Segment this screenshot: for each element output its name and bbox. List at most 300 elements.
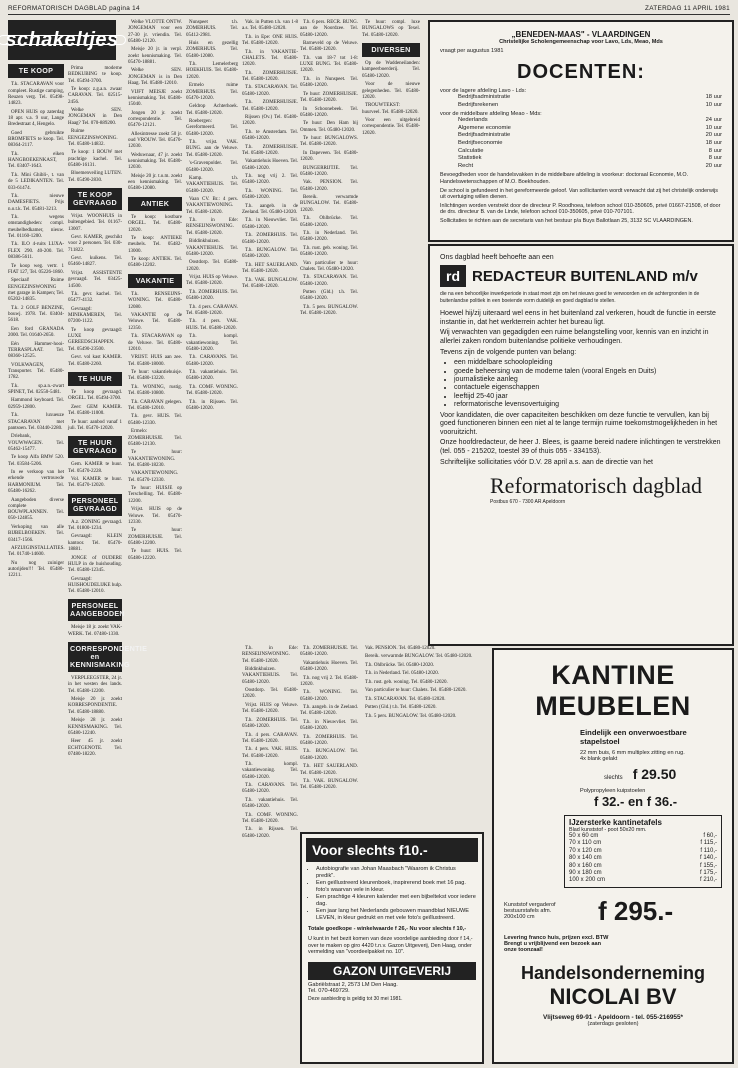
table-size: 80 x 160 cm xyxy=(569,862,602,869)
classified-item: Oostdorp. Tel. 05480-12020. xyxy=(186,260,238,272)
classified-item: T.h. BUNGALOW. Tel. 05480-12020. xyxy=(300,749,358,761)
ad-kantine-lev1: Levering franco huis, prijzen excl. BTW xyxy=(504,934,609,941)
table-price-row xyxy=(569,870,717,877)
classified-item: T.h. HET SAUERLAND. Tel. 05480-12020. xyxy=(242,262,298,275)
classified-item: T.k. STACARAVAN op de Veluwe. Tel. 05480-12010. xyxy=(128,334,182,352)
classified-item: T.h. vakantiehuis. Tel. 05480-12020. xyxy=(242,797,298,810)
classified-item: Meisje 20 jr. zoekt KORRESPONDENTIE. Tel. 05480-18880. xyxy=(68,697,122,715)
table-size: 100 x 200 cm xyxy=(569,877,606,884)
list-item: • leeftijd 25-40 jaar xyxy=(454,393,722,401)
classified-item: Te koop gevraagd. ORGEL. Tel. 05494-3700. xyxy=(68,390,122,402)
subject-name: Bedrijfsadministratie xyxy=(458,132,511,139)
classified-item: Speciaal! Ruime EENGEZINSWONING met garage in Kampen; Tel. 05202-14835. xyxy=(8,278,64,303)
table-price-row xyxy=(569,848,717,855)
subject-hours: 10 uur xyxy=(705,124,722,131)
ad-kantine-kunst1: Kunststof vergaderof xyxy=(504,902,556,909)
subject-name: Statistiek xyxy=(458,155,482,162)
classified-item: Allesintresse zoekt 50 jr. oud VROUW. Tel. 05470-12030. xyxy=(128,131,182,150)
column-6-bottom xyxy=(300,646,358,830)
ad-kantine-spec1: 22 mm buis, 6 mm multiplex zitting en rug. xyxy=(580,750,685,756)
classified-item: T.h. ZOMERHUIS. Tel. 05480-12020. xyxy=(242,717,298,730)
classified-item: Te huur: ZOMERHUISJE. Tel. 05480-12200. xyxy=(128,528,182,546)
classified-item: Te huur: aanbod vanaf 1 juli. Tel. 05470-12020. xyxy=(68,419,122,431)
subject-hours: 10 uur xyxy=(705,101,722,108)
classified-item: T.h. in Ede: RENSEIJNSWONING. Tel. 05480-12020. xyxy=(186,218,238,236)
classified-item: Te huur: HUIS. Tel. 05480-12220. xyxy=(128,549,182,561)
subject-row xyxy=(430,148,732,156)
classified-item: Jongen 20 jr. zoekt correspondentie. Tel. 05470-12121. xyxy=(128,110,182,129)
classified-item: T.h. 4 pers. CARAVAN. Tel. 05480-12020. xyxy=(242,732,298,744)
classified-item: Aangeboden diverse complete BOUWPLANNEN. Tel. 050-124855. xyxy=(8,497,64,522)
classified-item: In ee verkoop van het erkende vertrouwde HARMONIUM. Tel. 05480-16262. xyxy=(8,470,64,495)
classified-item: Voor de nieuwe gelegenheden. Tel. 05480-12020. xyxy=(362,82,420,100)
ad-slechts-title: Voor slechts f10.- xyxy=(306,838,478,862)
ad-redacteur-p6: Onze hoofdredacteur, de heer J. Blees, is gaarne bereid nadere inlichtingen te verstrekken (tel. 055 - 215202, toestel 39 of thuis 055 - 334153). xyxy=(440,439,721,455)
ad-docenten-title: DOCENTEN: xyxy=(517,61,645,83)
classified-item: T.h. ZOMERHUISJE. Tel. 05480-12020. xyxy=(242,100,298,112)
classified-item: T.k. wegens omstandigheden: compl. meubelbedkamer, nieuw. Tel. 01160-1200. xyxy=(8,215,64,239)
classified-item: Vrijst. HUIS op Veluwe. Tel. 05480-12020. xyxy=(186,275,238,287)
section-antiek: ANTIEK xyxy=(128,197,182,211)
classified-item: Gevraagd: KLEIN kantoor. Tel. 05470-18881. xyxy=(68,534,122,553)
table-size: 90 x 180 cm xyxy=(569,870,602,877)
section-personeel-gevraagd: PERSONEEL GEVRAAGD xyxy=(68,494,122,516)
ad-redacteur-name: Reformatorisch dagblad xyxy=(490,473,702,499)
subject-row xyxy=(430,125,732,133)
list-item: • reformatorische levensovertuiging xyxy=(454,401,722,409)
classified-item: Te koop: ANTIEK. Tel. 05480-12202. xyxy=(128,257,182,269)
subject-row xyxy=(430,163,732,171)
classified-item: Vrijst. ASSISTENTE gevraagd. Tel. 03425-14500. xyxy=(68,270,122,289)
classified-item: Bloemenveiling LUTEN. Tel. 05490-2830. xyxy=(68,171,122,183)
classified-item: BUNGERRIJTJE. Tel. 05480-12020. xyxy=(300,165,358,177)
classified-item: Te huur: vakantiehuisje. Tel. 05480-13220. xyxy=(128,370,182,382)
classified-item: Voor een uitgebreid correspondentie. Tel. 05480-12020. xyxy=(362,118,420,136)
classified-item: T.h. in Epe: ONE HUIS. Tel. 05480-12020. xyxy=(242,34,298,47)
classified-item: T.h. ZOMERHUISJE. Tel. 05480-12020. xyxy=(242,144,298,156)
classified-item: T.h. rust. geb. woning. Tel. 05480-12020. xyxy=(300,245,358,258)
classified-item: Zeer: GEM KAMER. Tel. 05480-11000. xyxy=(68,404,122,417)
classified-item: T.h. STACARAVAN. Tel. 05480-12020. xyxy=(242,85,298,97)
table-price-row xyxy=(569,833,717,840)
table-size: 70 x 120 cm xyxy=(569,847,602,854)
classified-item: T.k. gevr. kachel. Tel. 05477-4132. xyxy=(68,292,122,304)
list-item: • Een prachtige 4 kleuren kalender met een bijbeltekst voor iedere dag. xyxy=(316,894,476,908)
table-price: f 140,- xyxy=(699,855,717,862)
classified-item: Vak. PENSION. Tel. 05480-12020. xyxy=(300,180,358,192)
classified-item: Biddinkhuizen. VAKANTIEHUIS. Tel. 05480-12020. xyxy=(186,239,238,257)
ad-redacteur-p7: Schriftelijke sollicitaties vóór D.V. 28 april a.s. aan de directie van het xyxy=(440,458,653,466)
classified-item: Te huur: Den Ham bij Ommen. Tel. 05480-12020. xyxy=(300,121,358,133)
ad-kantine-spec2: 4x blank gelakt xyxy=(580,756,618,762)
subject-name: Bedrijfsrekenen xyxy=(458,101,499,108)
classified-item: T.h. ZOMERHUIS. Tel. 05480-12020. xyxy=(300,734,358,746)
table-price: f 60,- xyxy=(703,833,717,839)
classified-item: T.k. Mini Ghibli-, t. van de 5 LEDIKANTEN. Tel. 033-61474. xyxy=(8,172,64,191)
header-right: ZATERDAG 11 APRIL 1981 xyxy=(645,5,730,12)
classified-item: Ermelo: ZOMERHUISJE. Tel. 05480-12130. xyxy=(128,429,182,447)
ad-kantine-note: (zaterdags gesloten) xyxy=(587,1020,639,1027)
classified-item: AFZUIGINSTALLATIES. Tel. 01740-14600. xyxy=(8,546,65,558)
classified-item: Een ford GRANADA 2000. Tel. 01640-2650. xyxy=(8,326,64,339)
section-te-huur-gevraagd: TE HUUR GEVRAAGD xyxy=(68,436,122,458)
classified-item: VERPLEEGSTER, 24 jr. in het westen des lands. Tel. 05480-12200. xyxy=(68,676,122,694)
classified-item: T.h. ZOMERHUISJE. Tel. 05480-12020. xyxy=(300,646,358,658)
table-price-row xyxy=(569,877,717,884)
classified-item: Te huur: HUISJE op Terschelling. Tel. 05480-12200. xyxy=(128,486,182,504)
section-te-koop-gevraagd: TE KOOP GEVRAAGD xyxy=(68,188,122,210)
classified-item: T.h. aangeb. in de Zeeland. Tel. 05480-12020. xyxy=(242,203,298,215)
classified-item: T.k. ILO 4-ruits LUXA-FLEX 290. 40-200. Tel. 08386-5611. xyxy=(8,242,64,261)
section-personeel-aangeboden: PERSONEEL AANGEBODEN xyxy=(68,599,122,621)
classified-item: T.h. ZOMERHUISJE. Tel. 05480-12020. xyxy=(242,70,298,82)
table-price: f 210,- xyxy=(699,877,717,884)
column-3 xyxy=(128,20,182,1060)
classified-item: Op de Waddeneilanden: kampeerboerderij. Tel. 05480-12020. xyxy=(362,61,420,79)
column-6 xyxy=(300,20,358,640)
classified-item: T.h. COMF. WONING. Tel. 05480-12020. xyxy=(242,812,298,824)
classified-item: Meisje 28 jr. zoekt KENNISMAKING. Tel. 05480-12240. xyxy=(68,718,122,736)
classified-item: T.h. ZOMERHUIS. Tel. 05480-12020. xyxy=(242,233,298,245)
classified-item: Rijssen (Ov.) Tel. 05480-12020. xyxy=(242,114,298,127)
subject-name: Nederlands xyxy=(458,117,488,124)
table-price: f 175,- xyxy=(699,870,717,877)
subject-row xyxy=(430,140,732,148)
ad-kantine-poly: Polypropyleen kuipstoelen xyxy=(580,788,646,794)
subject-row xyxy=(430,102,732,110)
ad-docenten-org: „BENEDEN-MAAS" - VLAARDINGEN xyxy=(511,30,651,39)
classified-item: Te koop: 1 BOUW met prachtige kachel. Tel. 05480-16131. xyxy=(68,150,122,168)
classified-item: Ruime EENGEZINSWONING. Tel. 05480-14832. xyxy=(68,129,118,147)
section-te-huur: TE HUUR xyxy=(68,372,122,386)
ad-docenten-p1: Bevoegdheden voor de handelsvakken in de middelbare afdeling is voorkeur: doctoraal Economie, M.O. Handelswetenschappen of M.O. Boekhouden. xyxy=(440,172,689,185)
classified-item: Vol. KAMER te huur. Tel. 05470-12020. xyxy=(68,477,122,489)
subject-name: Bedrijfsadministratie xyxy=(458,94,511,100)
ad-redacteur-title: REDACTEUR BUITENLAND m/v xyxy=(472,267,698,285)
classified-item: Nunspeet t.h. ZOMERHUIS. Tel. 05412-2981. xyxy=(186,20,238,38)
subject-hours: 18 uur xyxy=(705,94,722,100)
classified-item: T.h. WONING. Tel. 05480-12020. xyxy=(242,188,298,201)
ad-kantine-kunst2: bestuurstafels afm. xyxy=(504,908,552,915)
classified-item: Gevraagd: MINIKAMEREN, Tel. 07200-1122. xyxy=(68,306,122,325)
column-7-bottom xyxy=(362,646,480,830)
classified-item: Huis en gezellig ZOMERHUIS. Tel. 05480-12080. xyxy=(186,41,238,59)
ad-slechts-brand: GAZON UITGEVERIJ xyxy=(308,962,476,980)
table-price: f 155,- xyxy=(699,862,717,869)
table-price-row xyxy=(569,855,717,862)
classified-item: Biddinkhuizen. VAKANTIEHUIS. Tel. 05480-12020. xyxy=(242,667,298,685)
classified-item: Vrijst. HUIS op Veluwe. Tel. 05480-12020. xyxy=(242,702,298,715)
table-size: 50 x 60 cm xyxy=(569,833,599,839)
ad-docenten-p4: Sollicitaties te richten aan de secretaris van het bestuur p/a Buys Ballotlaan 25, 3132 SC VLAARDINGEN. xyxy=(440,217,693,224)
list-item: • Een geïllustreerd kleurenboek, inspirerend boek met 16 pag. foto's waarvan vele in kleur. xyxy=(316,880,476,894)
column-4 xyxy=(186,20,238,1060)
classified-item: T.h. in Nieuwvliet. Tel. 05480-12020. xyxy=(300,719,358,732)
header-left: REFORMATORISCH DAGBLAD pagina 14 xyxy=(8,5,140,12)
classified-item: VAKANTIE op de Veluwe. Tel. 05480-12350. xyxy=(128,313,182,331)
classified-item: Van particulier te huur: Chalets. Tel. 05480-12020. xyxy=(365,688,467,694)
subject-row xyxy=(430,155,732,163)
ad-kantine-kunst3: 200x100 cm xyxy=(504,914,535,921)
classified-item: T.h. vrijst. VAK. BUNG. aan de Veluwe. Tel. 05480-12020. xyxy=(186,140,238,158)
classified-item: Roebergen: Gereformeerd. Tel. 05480-12020. xyxy=(186,119,238,137)
classified-item: Welke SEN. JONGEMAN is in Den Haag. Tel. 05480-12010. xyxy=(128,68,182,87)
section-vakantie: VAKANTIE xyxy=(128,274,182,288)
classified-item: T.h. Ohlbrücke. Tel. 05480-12020. xyxy=(300,216,358,228)
classified-item: T.h. kompl. vakantiewoning. Tel. 05480-12020. xyxy=(242,762,298,780)
classified-item: Kamp. t.h. VAKANTIEHUIS. Tel. 05480-12020. xyxy=(186,176,238,194)
classified-item: Barneveld op de Veluwe. Tel. 05480-12020. xyxy=(300,41,358,53)
classified-item: Ermelo ruime ZOMERHUIS. Tel. 05470-12020. xyxy=(186,83,238,101)
rd-logo-icon: rd xyxy=(440,265,466,287)
subject-name: Bedrijfseconomie xyxy=(458,139,503,146)
classified-item: Oostdorp. Tel. 05480-12020. xyxy=(242,688,298,700)
subject-row xyxy=(430,94,732,102)
ad-kantine-tables-title: IJzersterke kantinetafels xyxy=(569,818,662,827)
ad-kantine-tables-sub: Blad kunststof - poot 50x20 mm. xyxy=(569,827,647,833)
ad-slechts xyxy=(300,832,484,1064)
classified-item: T.h. 4 pers. VAK. HUIS. Tel. 05480-12020. xyxy=(186,319,238,331)
ad-docenten-intro: vraagt per augustus 1981 xyxy=(440,48,504,54)
table-size: 70 x 110 cm xyxy=(569,840,602,847)
classified-item: T.h. nog vrij 2. Tel. 05480-12020. xyxy=(300,675,358,687)
ad-kantine-sub2: stapelstoel xyxy=(580,737,620,746)
classified-item: T.h. rust. geb. woning. Tel. 05480-12020. xyxy=(365,679,448,685)
classified-item: Goed gebruikte BROMFIETS te koop. Tel. 08364-2117. xyxy=(8,130,64,149)
classified-item: T.h. in Nederland. Tel. 05480-12020. xyxy=(300,231,358,243)
ad-kantine-name1: Handelsonderneming xyxy=(520,962,706,983)
classified-item: VOLKWAGEN, Transporter. Tel. 05480-1782. xyxy=(8,362,64,381)
classified-item: T.h. aangeb. in de Zeeland. Tel. 05480-12020. xyxy=(300,705,358,717)
classified-item: Te huur: VAKANTIEWONING. Tel. 05480-18230. xyxy=(128,450,182,468)
classified-item: Driebank, VOUWWAGEN. Tel. 05462-15477. xyxy=(8,434,64,452)
column-5 xyxy=(242,20,298,640)
classified-item: T.h. kompl. vakantiewoning. Tel. 05480-12020. xyxy=(186,334,238,352)
ad-docenten xyxy=(428,20,734,242)
ad-docenten-sub: Christelijke Scholengemeenschap voor Lavo, Lds, Meao, Mds xyxy=(499,39,663,45)
ad-slechts-note: Deze aanbieding is geldig tot 30 mei 1981. xyxy=(308,995,403,1002)
classified-item: T.k. luxueuze STACARAVAN met pantsoen. Tel. 03440-2280. xyxy=(8,413,64,431)
classified-item: T.k. sp.a.n.-zwart SPINET, Tel. 02550-5481. xyxy=(8,383,64,395)
classified-item: T.k. gevr. HUIS. Tel. 05480-12330. xyxy=(128,414,182,426)
ad-redacteur xyxy=(428,244,734,646)
classified-item: T.h. in Rijssen. Tel. 05480-12020. xyxy=(186,399,238,411)
classified-item: In Dapeveen. Tel. 05480-12020. xyxy=(300,150,358,163)
classified-item: T.h. HET SAUERLAND. Tel. 05480-12020. xyxy=(300,764,358,776)
classified-item: T.h. 5 pers. BUNGALOW. Tel. 05480-12020. xyxy=(365,713,457,719)
ad-kantine-price2: f 32.- en f 36.- xyxy=(594,794,678,809)
list-item: • Autobiografie van Johan Maasbach "Waarom ik Christus predik". xyxy=(316,866,476,880)
ad-slechts-tel: Tel. 070-469729. xyxy=(308,987,350,994)
classified-item: T.h. 6 pers. RECR. BUNG. aan de Noordzee. Tel. 05480-12020. xyxy=(300,20,358,38)
ad-kantine-sub1: Eindelijk een onverwoestbare xyxy=(580,728,687,737)
classified-item: T.h. WONING. Tel. 05480-12020. xyxy=(300,690,358,702)
classified-item: VAKANTIEWONING. Tel. 05470-12330. xyxy=(128,471,179,483)
classified-item: VIJFT MEISJE zoekt kennismaking. Tel. 05480-15040. xyxy=(128,89,182,108)
classified-item: T.h. STACARAVAN. Tel. 05480-12020. xyxy=(365,696,446,702)
classified-item: T.h. VAK. BUNGALOW. Tel. 05480-12020. xyxy=(300,779,358,791)
classified-item: Hammond keyboard. Tel. 02959-12800. xyxy=(8,398,64,410)
classified-item: Vakantiehuis Hoeven. Tel. 05480-12020. xyxy=(300,660,358,673)
ad-docenten-lead1: voor de lagere afdeling Lavo - Lds: xyxy=(440,88,527,94)
classified-item: Vak. PENSION. Tel. 05480-12020. xyxy=(365,646,436,651)
table-price: f 110,- xyxy=(700,847,717,854)
table-price-row xyxy=(569,840,717,847)
ad-redacteur-top: Ons dagblad heeft behoefte aan een xyxy=(440,254,554,261)
classified-item: 's-Gravenpolder. Tel. 05480-12020. xyxy=(186,161,238,173)
classified-item: T.h. Ohlbrücke. Tel. 05480-12020. xyxy=(365,662,435,668)
ad-redacteur-cond: Tevens zijn de volgende punten van belang: xyxy=(440,348,577,356)
classified-item: T.h. van 18-7 tot 1-8: LUXE BUNG. Tel. 05480-12020. xyxy=(300,55,358,74)
ad-redacteur-desc: die na een behoorlijke inwerkperiode in staat moet zijn om het nieuws goed te verwoorden en de achtergronden in de buitenlandse politiek in een boeiende vorm duidelijk en goed dagblad te stellen. xyxy=(440,291,700,304)
column-2 xyxy=(68,66,148,1060)
classified-item: Gevr. KAMER, geschikt voor 2 personen. Tel. 030-711822. xyxy=(68,235,122,253)
list-item: • goede beheersing van de moderne talen (vooral Engels en Duits) xyxy=(454,368,722,376)
classified-item: In Schoonebeek. Tel. 05480-12020. xyxy=(300,106,358,118)
column-7 xyxy=(362,20,420,640)
classified-item: TROUWTEKST: huurveel. Tel. 05480-12020. xyxy=(362,103,419,115)
classified-item: Vak. in Putten t.h. van 1-8 a.s. Tel. 05480-12020. xyxy=(242,20,298,32)
classified-item: Weduwnaar, 47 jr. zoekt kennismaking. Tel. 05480-12030. xyxy=(128,152,182,171)
ad-redacteur-p5: Voor kandidaten, die over capaciteiten beschikken om deze functie te vervullen, kan bij goed functioneren binnen een niet al te lange termijn ruime toekomstmogelijkheden in het vooruitzicht. xyxy=(440,411,718,436)
ad-docenten-p3: Inlichtingen worden verstrekt door de directeur P. Roodhoea, telefoon school 010-350605, privé 01667-21508, of door de drs. directeur B. van de Linde, telefoon school 010-350605, privé 010-707101. xyxy=(440,202,721,216)
classified-item: Te huur: BUNGALOWS. Tel. 05480-12020. xyxy=(300,136,358,148)
subject-name: Calculatie xyxy=(458,147,484,154)
classified-item: T.h. vakantiehuis. Tel. 05480-12020. xyxy=(186,370,238,382)
ad-slechts-addr: Gabriëlstraat 2, 2573 LM Den Haag. xyxy=(308,981,398,988)
classified-item: VRIJST. HUIS aan zee. Tel. 05480-18000. xyxy=(128,355,182,367)
ad-kantine-title: KANTINE MEUBELEN xyxy=(535,660,691,721)
classified-item: T.h. Lemelerberg HOEKHUIS. Tel. 05480-12020. xyxy=(186,62,238,80)
classified-item: T.h. in VAKANTIE-CHALETS. Tel. 05480-12020. xyxy=(242,49,298,68)
subject-row xyxy=(430,117,732,125)
classified-item: Te koop weg. vertr. 1 FIAT 127, Tel. 05226-1860. xyxy=(8,263,64,275)
classified-item: Te huur: ZOMERHUISJE. Tel. 05480-12020. xyxy=(300,91,358,104)
classified-item: Gevr. vol kast KAMER. Tel. 05480-2260. xyxy=(68,355,122,367)
classified-item: Meisje 18 jr. zoekt VAK-WERK. Tel. 07480-1330. xyxy=(68,625,122,637)
classified-item: T.h. in Nederland. Tel. 05480-12020. xyxy=(365,671,440,677)
classified-item: T.h. ZOMERHUIS. Tel. 05480-12020. xyxy=(186,289,238,302)
subject-hours: 8 uur xyxy=(708,155,722,162)
ad-kantine-lev2: Brengt u vrijblijvend een bezoek aan onze toonzaal! xyxy=(504,940,601,953)
classified-item: Te koop Alfa BMW 520. Tel. 03584-5206. xyxy=(8,455,64,467)
list-item: • contactuele eigenschappen xyxy=(454,384,722,392)
classified-item: Heer 45 jr. zoekt ECHTGENOTE. Tel. 07480-18220. xyxy=(68,739,122,757)
subject-hours: 8 uur xyxy=(708,147,722,154)
classified-item: Te koop: ANTIEKE meubels. Tel. 05482-13000. xyxy=(128,236,182,254)
classified-item: Eén Hammer-hooi-TERRASPLAAT. Tel. 08360-12525. xyxy=(8,341,64,360)
classified-item: Te koop: kostbare ORGEL. Tel. 05480-12020. xyxy=(128,215,182,233)
classified-item: Putten (Gld.) t.h. Tel. 05480-12020. xyxy=(365,705,437,711)
ad-kantine-bigprice: f 295.- xyxy=(598,895,674,926)
classified-item: Meisje 20 jr. t.o.m. zoekt een kennismaking. Tel. 05480-12080. xyxy=(128,173,182,192)
classified-item: T.k. CARAVAN gelegen. Tel. 05480-12010. xyxy=(128,399,182,411)
classified-item: T.h. nog vrij 2. Tel. 05480-12020. xyxy=(242,174,298,186)
classified-item: T.h. in Nieuwvliet. Tel. 05480-12020. xyxy=(242,218,298,230)
table-price: f 115,- xyxy=(700,840,717,847)
classified-item: Gevr. kuikens. Tel. 05460-14827. xyxy=(68,256,122,268)
column-5-bottom xyxy=(242,646,298,1060)
ad-slechts-cta: U kunt in het bezit komen van deze voordelige aanbieding door f 14,- over te maken op giro 4420 t.n.v. Gazon Uitgeverij, Den Haag, onder vermelding van "voordeelpakket no. 10". xyxy=(308,936,473,956)
list-item: • journalistieke aanleg xyxy=(454,376,722,384)
ad-slechts-tot: Totale goedkope - winkelwaarde f 26,- Nu voor slechts f 10,- xyxy=(308,926,467,932)
classified-item: Meisje 20 jr. in verpl. zoekt kennismaking. Tel. 05470-18881. xyxy=(128,47,182,65)
classified-item: Vrijst. WOONHUIS in buitengebied. Tel. 01167-13007. xyxy=(68,213,122,232)
subject-hours: 20 uur xyxy=(705,162,722,169)
classified-item: T.h. 5 pers. BUNGALOW. Tel. 05480-12020. xyxy=(300,304,358,317)
classified-item: T.h. in Ede: RENSEIJNSWONING. Tel. 05480-12020. xyxy=(242,646,298,664)
classified-item: Welke SEN. JONGEMAN in Den Haag? Tel. 070-889200. xyxy=(68,108,122,126)
page-header xyxy=(8,4,730,15)
classified-item: T.h. CARAVANS. Tel. 05480-12020. xyxy=(186,355,238,367)
ad-redacteur-addr: Postbus 670 - 7300 AR Apeldoorn xyxy=(490,499,566,506)
classified-item: Te huur: compl. luxe BUNGALOWS op Texel. Tel. 05480-12020. xyxy=(362,20,420,38)
subject-name: Algemene economie xyxy=(458,124,511,131)
classified-item: T.h. CARAVANS. Tel. 05480-12020. xyxy=(242,783,298,795)
classified-item: T.h. STACARAVAN. Tel. 05480-12020. xyxy=(300,275,358,287)
classified-item: Te koop gevraagd: LUXE GEREEDSCHAPPEN. Tel. 05490-23500. xyxy=(68,327,122,352)
classified-item: Vaan CV. Br.: 4 pers. VAKANTIEWONING. Tel. 05480-12020. xyxy=(186,197,238,215)
section-correspondentie: CORRESPONDENTIE en KENNISMAKING xyxy=(68,642,122,672)
classified-item: T.h. in Rijssen. Tel. 05480-12020. xyxy=(242,827,298,839)
ad-kantine-slechts: slechts xyxy=(604,775,623,781)
subject-row xyxy=(430,132,732,140)
classified-item: T.h. te Amsterdam. Tel. 05480-12020. xyxy=(242,129,298,142)
classified-item: T.k. RENSEIJNS-WONING. Tel. 05480-12080. xyxy=(128,292,182,310)
classified-item: T.k. 2 GOLF BENZINE, bouwj. 1978. Tel. 03404-5618. xyxy=(8,305,64,324)
classified-item: Welke VLOTTE ONTW. JONGEMAN voor een 27-30 jr. vriendin. Tel. 05480-12120. xyxy=(128,20,182,44)
classified-item: Vrijst. HUIS op de Veluwe. Tel. 05470-12330. xyxy=(128,507,182,525)
classified-item: T.k. STACARAVAN voor compleet. Rustige camping, Reuzen verg. Tel. 05498-14823. xyxy=(8,82,64,107)
classified-item: T.h. VAK. BUNGALOW. Tel. 05480-12020. xyxy=(242,277,298,289)
classified-item: T.k. nieuwe DAMESFIETS. Prijs n.o.t.k. Tel. 05481-3213. xyxy=(8,193,64,212)
classified-item: T.k. eiken HANGBOEKENKAST, Tel. 03407-1643. xyxy=(8,151,64,170)
classified-item: T.h. BUNGALOW. Tel. 05480-12020. xyxy=(242,248,298,260)
list-item: • een middelbare schoolopleiding xyxy=(454,359,722,367)
classified-item: T.h. 4 pers. CARAVAN. Tel. 05480-12020. xyxy=(186,304,238,316)
schakeltjes-logo: schakeltjes xyxy=(8,20,116,60)
classified-item: Verkoping van alle BIJBELBOEKEN. Tel. 03417-1566. xyxy=(8,524,64,543)
classified-item: OPEN HUIS op zaterdag 18 apr. v.a. 9 uur, Lange Bredestraat 4, Hengelo. xyxy=(8,109,64,128)
classified-item: A.z. ZONING gevraagd. Tel. 01800-1234. xyxy=(68,519,122,531)
ad-docenten-p2: De school is gefundeerd in het gereformeerde geloof. Van sollicitanten wordt verwacht dat zij het christelijk onderwijs uit overtuiging willen dienen. xyxy=(440,187,718,201)
ad-docenten-lead2: voor de middelbare afdeling Meao - Mds: xyxy=(440,111,542,118)
classified-item: Te koop: z.g.a.n. zwaar CARAVAN. Tel. 02515-2456. xyxy=(68,87,122,105)
classified-item: Putten (Gld.) t.h. Tel. 05480-12020. xyxy=(300,290,358,302)
subject-hours: 18 uur xyxy=(705,139,722,146)
classified-item: Gevraagd: HUISHOUDELIJKE hulp. Tel. 05480-12010. xyxy=(68,576,122,595)
ad-kantine-addr: Vlijtseweg 69-91 - Apeldoorn - tel. 055-216955* xyxy=(542,1013,684,1021)
section-te-koop: TE KOOP xyxy=(8,64,64,78)
list-item: • Een jaar lang het Nederlands gebouwen maandblad NIEUWE LEVEN, in kleur gedrukt en met vele foto's geïllustreerd. xyxy=(316,908,476,922)
subject-hours: 20 uur xyxy=(705,132,722,139)
table-size: 80 x 140 cm xyxy=(569,855,602,862)
classified-item: Van particulier te huur: Chalets. Tel. 05480-12020. xyxy=(300,260,358,272)
table-price-row xyxy=(569,863,717,870)
ad-redacteur-req: Wij verwachten van gegadigden een ruime belangstelling voor, kennis van en inzicht in allerlei zaken rondom buitenlandse politieke verhoudingen. xyxy=(440,329,709,345)
ad-kantine-name2: NICOLAI BV xyxy=(549,983,677,1009)
classified-item: Vakantiehuis Hoeven. Tel. 05480-12020. xyxy=(242,159,298,171)
classified-item: T.h. in Nunspeet. Tel. 05480-12020. xyxy=(300,76,358,89)
classified-item: JONGE of OUDERE HULP in de huishouding. Tel. 05480-12345. xyxy=(68,555,122,574)
classified-item: T.h. COMF. WONING. Tel. 05480-12020. xyxy=(186,384,238,397)
classified-item: T.k. WONING, rustig. Tel. 05480-10800. xyxy=(128,384,182,397)
ad-kantine-price1: f 29.50 xyxy=(632,766,677,782)
classified-item: Nu nog zuiniger autorijden!!! Tel. 05480-12211. xyxy=(8,560,64,579)
classified-item: Prima moderne BEDKUBING te koop. Tel. 05494-3700. xyxy=(68,66,122,84)
section-diversen: DIVERSEN xyxy=(362,43,420,57)
ad-redacteur-lead: Hoewel hij/zij uiteraard wel eens in het buitenland zal verkeren, houdt de functie in eerste instantie in, dat het werkterrein achter het bureau ligt. xyxy=(440,310,716,326)
